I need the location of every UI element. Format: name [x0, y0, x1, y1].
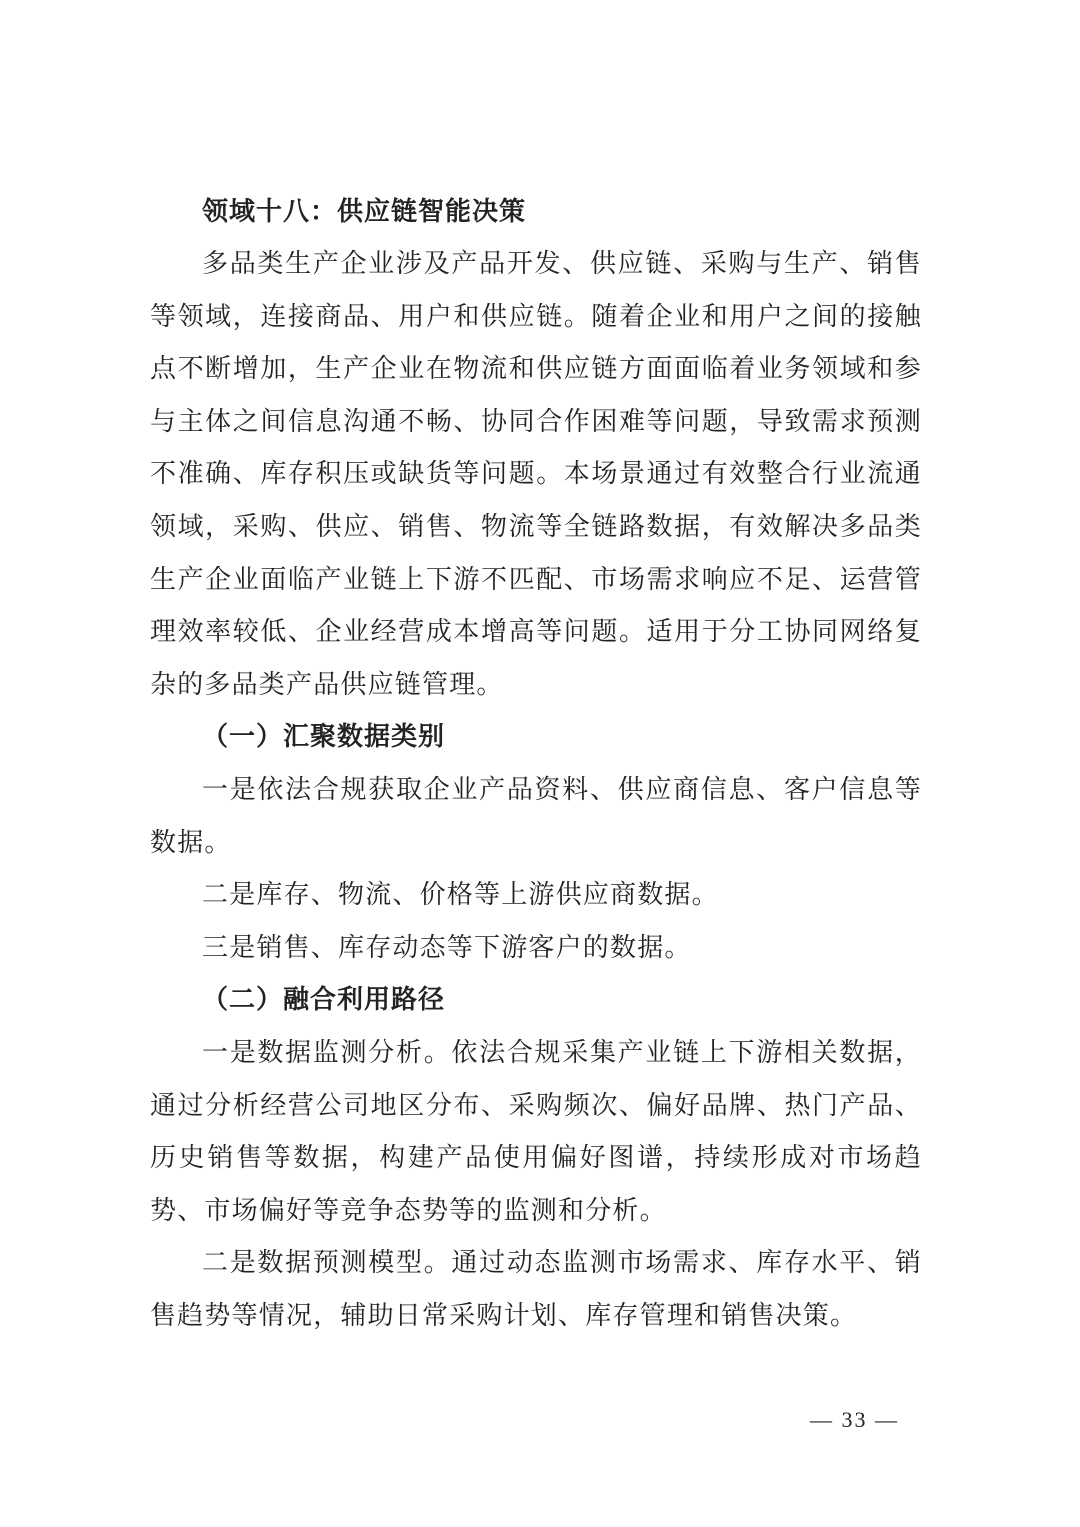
intro-paragraph: 多品类生产企业涉及产品开发、供应链、采购与生产、销售等领域，连接商品、用户和供应链。随着企业和用户之间的接触点不断增加，生产企业在物流和供应链方面面临着业务领域和参与主体之间信息沟通不畅、协同合作困难等问题，导致需求预测不准确、库存积压或缺货等问题。本场景通过有效整合行业流通领域，采购、供应、销售、物流等全链路数据，有效解决多品类生产企业面临产业链上下游不匹配、市场需求响应不足、运营管理效率较低、企业经营成本增高等问题。适用于分工协同网络复杂的多品类产品供应链管理。: [150, 249, 922, 700]
data-category-item: 一是依法合规获取企业产品资料、供应商信息、客户信息等数据。: [150, 774, 922, 858]
subsection-title-usage-paths: （二）融合利用路径: [202, 985, 446, 1016]
page-number: — 33 —: [810, 1407, 899, 1432]
document-body: [150, 186, 922, 1342]
usage-path-item: 二是数据预测模型。通过动态监测市场需求、库存水平、销售趋势等情况，辅助日常采购计划、库存管理和销售决策。: [150, 1248, 922, 1331]
data-category-item: 三是销售、库存动态等下游客户的数据。: [202, 932, 692, 963]
section-heading: 领域十八：供应链智能决策: [202, 197, 527, 227]
data-category-item: 二是库存、物流、价格等上游供应商数据。: [202, 880, 719, 911]
usage-path-item: 一是数据监测分析。依法合规采集产业链上下游相关数据，通过分析经营公司地区分布、采购频次、偏好品牌、热门产品、历史销售等数据，构建产品使用偏好图谱，持续形成对市场趋势、市场偏好等竞争态势等的监测和分析。: [150, 1037, 922, 1226]
subsection-title-data-categories: （一）汇聚数据类别: [202, 722, 446, 753]
